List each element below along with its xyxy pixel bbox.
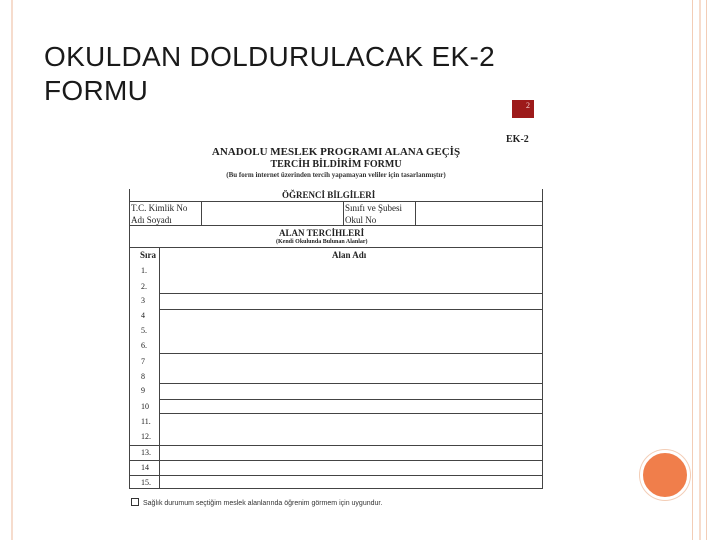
table-line	[201, 201, 202, 225]
table-line	[129, 488, 542, 489]
row-number: 11.	[141, 417, 151, 426]
table-line	[129, 247, 542, 248]
checkbox-icon	[131, 498, 139, 506]
row-number: 7	[141, 357, 145, 366]
form-heading-2: TERCİH BİLDİRİM FORMU	[270, 159, 402, 170]
student-section-title: ÖĞRENCİ BİLGİLERİ	[282, 190, 376, 200]
row-number: 15.	[141, 478, 151, 487]
order-header: Sıra	[140, 250, 157, 260]
tc-label: T.C. Kimlik No	[131, 203, 188, 213]
table-line	[415, 201, 416, 225]
row-number: 12.	[141, 432, 151, 441]
choices-subtitle: (Kendi Okulunda Bulunan Alanlar)	[276, 239, 368, 245]
form-code: EK-2	[506, 134, 529, 145]
row-number: 1.	[141, 266, 147, 275]
health-declaration-text: Sağlık durumum seçtiğim meslek alanlarında öğrenim görmem için uygundur.	[143, 500, 383, 507]
table-border	[542, 189, 543, 489]
table-line	[129, 445, 542, 446]
row-number: 5.	[141, 326, 147, 335]
slide-title	[44, 40, 564, 108]
row-number: 4	[141, 311, 145, 320]
form-heading-3: (Bu form internet üzerinden tercih yapamayan veliler için tasarlanmıştır)	[226, 171, 446, 179]
row-number: 13.	[141, 448, 151, 457]
row-number: 2.	[141, 282, 147, 291]
class-label: Sınıfı ve Şubesi	[345, 203, 403, 213]
choices-section-title: ALAN TERCİHLERİ	[279, 228, 365, 238]
table-line	[159, 413, 542, 414]
table-line	[343, 201, 344, 225]
form-table	[129, 189, 542, 489]
health-declaration	[131, 498, 382, 507]
row-number: 6.	[141, 341, 147, 350]
table-line	[159, 399, 542, 400]
row-number: 10	[141, 402, 149, 411]
table-line	[159, 353, 542, 354]
row-number: 8	[141, 372, 145, 381]
right-border-line	[692, 0, 693, 540]
table-line	[159, 383, 542, 384]
left-border-line	[11, 0, 13, 540]
table-line	[129, 475, 542, 476]
name-label: Adı Soyadı	[131, 215, 172, 225]
right-border-line	[699, 0, 701, 540]
decorative-circle	[640, 450, 690, 500]
right-border-line	[706, 0, 707, 540]
table-line	[129, 460, 542, 461]
form-heading-1: ANADOLU MESLEK PROGRAMI ALANA GEÇİŞ	[211, 146, 461, 158]
row-number: 3	[141, 296, 145, 305]
row-number: 9	[141, 386, 145, 395]
slide-title-line-2: FORMU	[44, 75, 149, 106]
field-name-header: Alan Adı	[332, 250, 367, 260]
table-line	[159, 247, 160, 489]
table-line	[159, 309, 542, 310]
table-line	[159, 293, 542, 294]
slide-title-line-1: OKULDAN DOLDURULACAK EK-2	[44, 41, 495, 72]
row-number: 14	[141, 463, 149, 472]
red-stamp-mark: 2	[512, 100, 534, 118]
table-line	[129, 225, 542, 226]
table-line	[129, 201, 542, 202]
school-no-label: Okul No	[345, 215, 377, 225]
table-border	[129, 189, 130, 489]
